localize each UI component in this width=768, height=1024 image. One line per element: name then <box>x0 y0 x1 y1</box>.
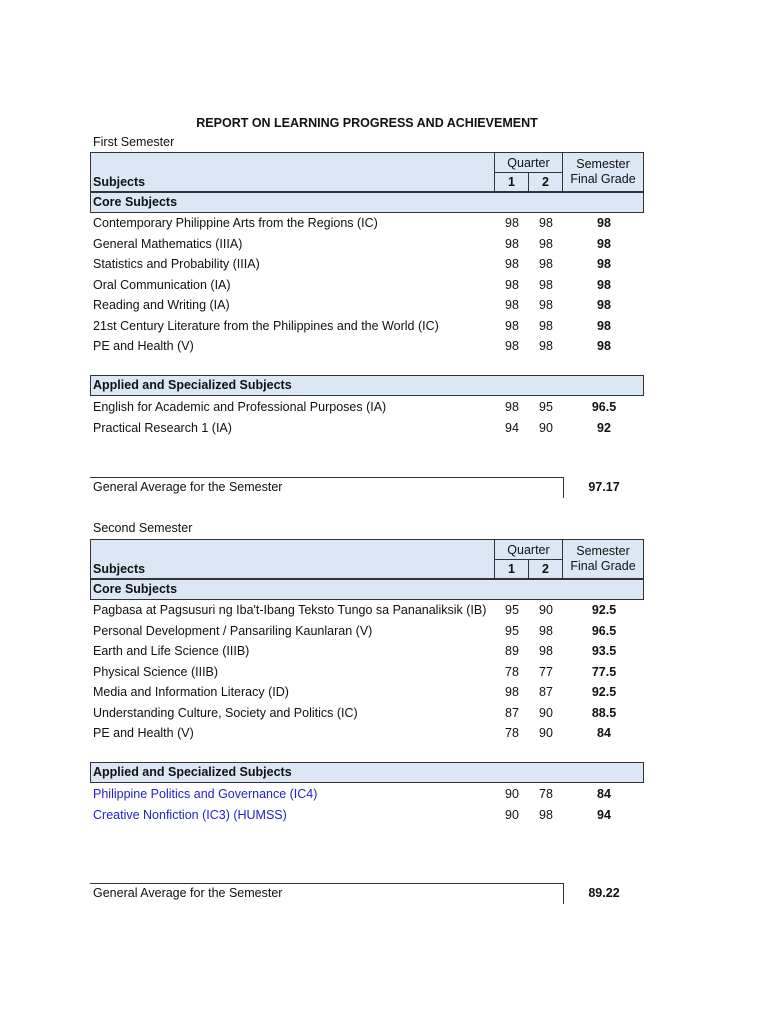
quarter-2-grade: 98 <box>539 807 553 822</box>
second-semester-applied-band: Applied and Specialized Subjects <box>90 762 644 783</box>
grade-row <box>0 723 768 744</box>
quarter-1-grade: 89 <box>505 644 519 658</box>
subject-name: Statistics and Probability (IIIA) <box>93 257 260 271</box>
grade-row <box>0 600 768 621</box>
quarter-2-grade: 95 <box>539 400 553 414</box>
quarter-1-grade: 90 <box>505 807 519 822</box>
quarter-2-grade: 98 <box>539 257 553 271</box>
second-semester-label: Second Semester <box>93 521 193 535</box>
subject-name: General Mathematics (IIIA) <box>93 236 243 251</box>
grade-row <box>0 641 768 662</box>
general-average-label: General Average for the Semester <box>93 480 283 494</box>
final-grade-header-line2: Final Grade <box>570 559 636 573</box>
first-semester-average-value: 97.17 <box>588 480 620 494</box>
final-grade: 94 <box>597 807 611 822</box>
grade-row <box>0 621 768 642</box>
first-semester-average-box <box>90 477 564 498</box>
grade-row <box>0 254 768 275</box>
final-grade: 84 <box>597 787 611 801</box>
quarter-1-grade: 98 <box>505 400 519 414</box>
final-grade: 98 <box>597 318 611 333</box>
final-grade-header <box>563 540 643 578</box>
quarter-1-grade: 98 <box>505 216 519 230</box>
second-semester-core-rows <box>0 600 768 744</box>
quarter-1-header: 1 <box>495 560 529 578</box>
quarter-2-grade: 98 <box>539 236 553 251</box>
quarter-1-grade: 98 <box>505 277 519 292</box>
final-grade: 98 <box>597 277 611 292</box>
quarter-2-grade: 98 <box>539 298 553 312</box>
grade-row <box>0 805 768 826</box>
quarter-1-header: 1 <box>495 173 529 191</box>
final-grade: 84 <box>597 726 611 740</box>
first-semester-applied-band: Applied and Specialized Subjects <box>90 375 644 396</box>
final-grade: 92.5 <box>591 685 617 699</box>
grade-row <box>0 213 768 234</box>
quarter-1-grade: 87 <box>505 705 519 720</box>
final-grade: 98 <box>597 236 611 251</box>
first-semester-core-band: Core Subjects <box>90 192 644 213</box>
quarter-2-grade: 98 <box>539 623 553 638</box>
final-grade: 98 <box>597 339 611 353</box>
final-grade: 98 <box>597 298 611 312</box>
subjects-header: Subjects <box>93 175 146 189</box>
second-semester-average-box <box>90 883 564 904</box>
final-grade: 98 <box>597 216 611 230</box>
grade-row <box>0 682 768 703</box>
second-semester-table-header <box>90 539 644 579</box>
quarter-1-grade: 78 <box>505 664 519 679</box>
final-grade: 96.5 <box>591 623 617 638</box>
quarter-2-grade: 77 <box>539 664 553 679</box>
quarter-1-grade: 98 <box>505 257 519 271</box>
subjects-header: Subjects <box>93 562 146 576</box>
quarter-1-grade: 98 <box>505 318 519 333</box>
second-semester-average-value: 89.22 <box>588 886 620 900</box>
final-grade: 77.5 <box>591 664 617 679</box>
subject-name: Philippine Politics and Governance (IC4) <box>93 787 318 801</box>
subject-name: Oral Communication (IA) <box>93 277 231 292</box>
first-semester-core-rows <box>0 213 768 357</box>
grade-row <box>0 703 768 724</box>
quarter-1-grade: 98 <box>505 236 519 251</box>
grade-row <box>0 784 768 805</box>
subject-name: Earth and Life Science (IIIB) <box>93 644 250 658</box>
grade-row <box>0 316 768 337</box>
subject-name: Physical Science (IIIB) <box>93 664 219 679</box>
first-semester-applied-rows <box>0 397 768 438</box>
final-grade: 88.5 <box>591 705 617 720</box>
quarter-1-grade: 95 <box>505 623 519 638</box>
final-grade: 92.5 <box>591 603 617 617</box>
second-semester-applied-rows <box>0 784 768 825</box>
quarter-2-header: 2 <box>542 175 549 189</box>
final-grade: 96.5 <box>591 400 617 414</box>
subject-name: Creative Nonfiction (IC3) (HUMSS) <box>93 807 287 822</box>
quarter-1-grade: 90 <box>505 787 519 801</box>
final-grade-header <box>563 153 643 191</box>
quarter-2-grade: 90 <box>539 603 553 617</box>
grade-row <box>0 418 768 439</box>
final-grade-header-line1: Semester <box>576 544 630 558</box>
quarter-2-grade: 98 <box>539 318 553 333</box>
general-average-label: General Average for the Semester <box>93 886 283 900</box>
subject-name: Media and Information Literacy (ID) <box>93 685 289 699</box>
grade-row <box>0 234 768 255</box>
quarter-column-group <box>494 540 563 578</box>
quarter-2-grade: 90 <box>539 705 553 720</box>
quarter-2-grade: 98 <box>539 216 553 230</box>
quarter-1-grade: 98 <box>505 339 519 353</box>
grade-row <box>0 662 768 683</box>
quarter-2-grade: 90 <box>539 420 553 435</box>
final-grade: 98 <box>597 257 611 271</box>
final-grade-header-line2: Final Grade <box>570 172 636 186</box>
subject-name: PE and Health (V) <box>93 339 194 353</box>
quarter-1-grade: 95 <box>505 603 519 617</box>
grade-row <box>0 336 768 357</box>
grade-row <box>0 295 768 316</box>
subject-name: Understanding Culture, Society and Politics (IC) <box>93 705 358 720</box>
quarter-1-grade: 78 <box>505 726 519 740</box>
quarter-1-grade: 94 <box>505 420 519 435</box>
quarter-2-grade: 78 <box>539 787 553 801</box>
subject-name: Pagbasa at Pagsusuri ng Iba't-Ibang Teksto Tungo sa Pananaliksik (IB) <box>93 603 487 617</box>
quarter-column-group <box>494 153 563 191</box>
report-title: REPORT ON LEARNING PROGRESS AND ACHIEVEMENT <box>196 116 538 130</box>
subject-name: Personal Development / Pansariling Kaunlaran (V) <box>93 623 373 638</box>
first-semester-label: First Semester <box>93 135 175 149</box>
subject-name: PE and Health (V) <box>93 726 194 740</box>
quarter-1-grade: 98 <box>505 685 519 699</box>
quarter-header: Quarter <box>495 540 562 560</box>
subject-name: Reading and Writing (IA) <box>93 298 230 312</box>
final-grade: 93.5 <box>591 644 617 658</box>
second-semester-core-band: Core Subjects <box>90 579 644 600</box>
subject-name: Practical Research 1 (IA) <box>93 420 232 435</box>
quarter-1-grade: 98 <box>505 298 519 312</box>
quarter-2-grade: 87 <box>539 685 553 699</box>
quarter-2-header: 2 <box>542 562 549 576</box>
quarter-header: Quarter <box>495 153 562 173</box>
quarter-2-grade: 98 <box>539 277 553 292</box>
first-semester-table-header <box>90 152 644 192</box>
subject-name: 21st Century Literature from the Philippines and the World (IC) <box>93 318 439 333</box>
quarter-2-grade: 90 <box>539 726 553 740</box>
grade-row <box>0 275 768 296</box>
final-grade: 92 <box>597 420 611 435</box>
quarter-2-grade: 98 <box>539 644 553 658</box>
final-grade-header-line1: Semester <box>576 157 630 171</box>
subject-name: Contemporary Philippine Arts from the Regions (IC) <box>93 216 378 230</box>
subject-name: English for Academic and Professional Purposes (IA) <box>93 400 387 414</box>
quarter-2-grade: 98 <box>539 339 553 353</box>
grade-row <box>0 397 768 418</box>
